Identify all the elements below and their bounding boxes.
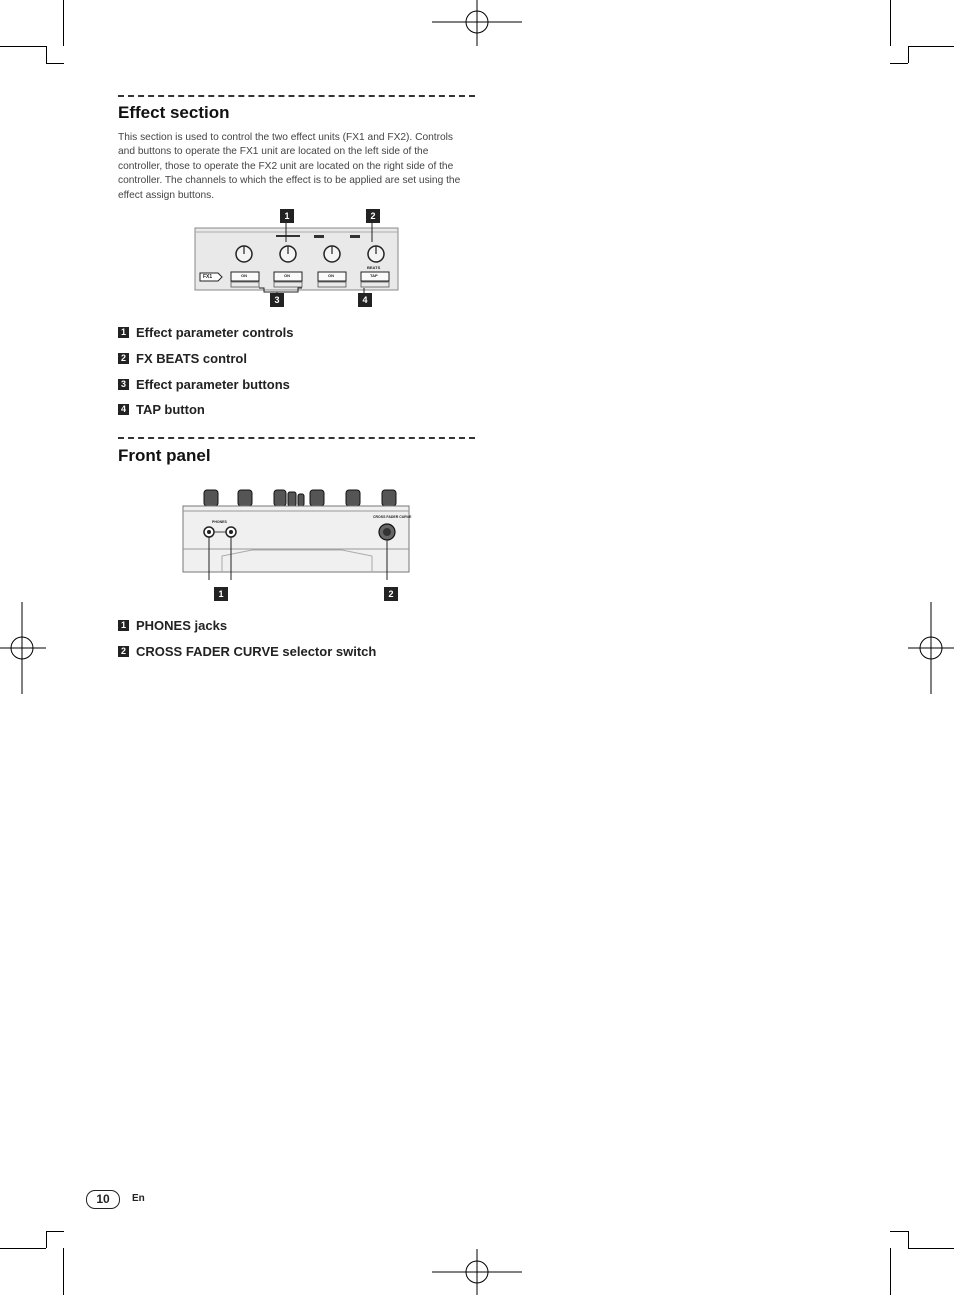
param-button-1: ON (241, 273, 247, 278)
legend-number: 1 (118, 620, 129, 631)
language-label: En (132, 1193, 145, 1204)
effect-callout-4: 4 (358, 293, 372, 307)
param-button-3: ON (328, 273, 334, 278)
legend-label: FX BEATS control (136, 351, 247, 366)
tap-button: TAP (370, 273, 378, 278)
legend-label: PHONES jacks (136, 618, 228, 633)
cross-fader-curve-label: CROSS FADER CURVE (373, 515, 412, 519)
front-panel-figure (182, 484, 410, 580)
legend-number: 3 (118, 379, 129, 390)
legend-item (118, 402, 205, 417)
registration-target-left (0, 602, 46, 694)
legend-label: Effect parameter buttons (136, 377, 290, 392)
front-callout-2: 2 (384, 587, 398, 601)
front-callout-1: 1 (214, 587, 228, 601)
legend-item (118, 377, 290, 392)
legend-item (118, 351, 247, 366)
legend-item (118, 618, 227, 633)
section-divider (118, 95, 475, 97)
legend-item (118, 644, 376, 659)
legend-number: 4 (118, 404, 129, 415)
beats-label: BEATS (367, 265, 381, 270)
legend-label: CROSS FADER CURVE selector switch (136, 644, 377, 659)
phones-label: PHONES (212, 520, 227, 524)
section-divider (118, 437, 475, 439)
legend-label: TAP button (136, 402, 205, 417)
page-number: 10 (86, 1190, 120, 1209)
legend-number: 2 (118, 353, 129, 364)
legend-label: Effect parameter controls (136, 325, 294, 340)
legend-number: 1 (118, 327, 129, 338)
effect-section-description: This section is used to control the two effect units (FX1 and FX2). Controls and buttons to operate the FX1 unit are located on the left side of the controller, those to operate the FX2 unit are located on the right side of the controller. The channels to which the effect is to be applied are set using the effect assign buttons. (118, 132, 461, 201)
registration-target-top (432, 0, 524, 46)
fx1-label: FX1 (203, 274, 213, 280)
front-panel-title: Front panel (118, 446, 211, 465)
registration-target-right (908, 602, 954, 694)
effect-section-title: Effect section (118, 103, 230, 122)
effect-callout-3: 3 (270, 293, 284, 307)
effect-section-figure (194, 208, 404, 308)
legend-number: 2 (118, 646, 129, 657)
legend-item (118, 325, 294, 340)
registration-target-bottom (432, 1249, 524, 1295)
param-button-2: ON (284, 273, 290, 278)
effect-callout-1: 1 (280, 209, 294, 223)
effect-callout-2: 2 (366, 209, 380, 223)
